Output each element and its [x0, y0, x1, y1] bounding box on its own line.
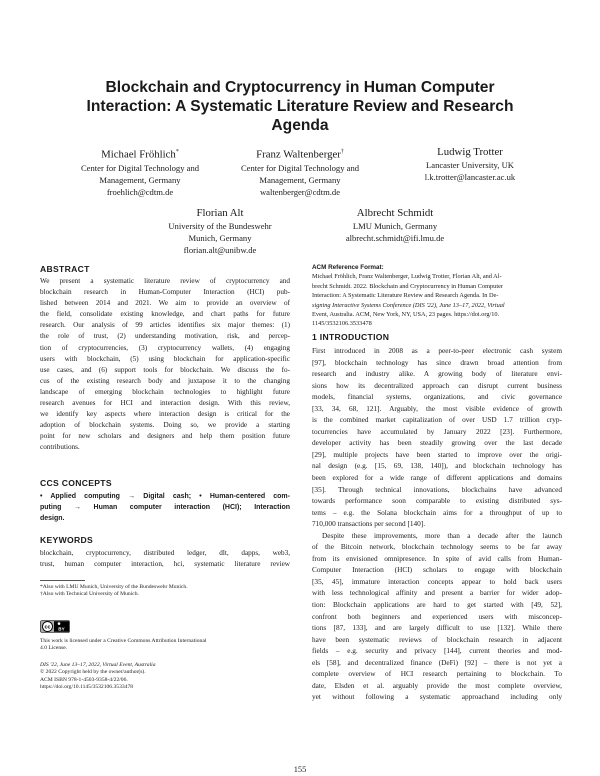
author-block	[135, 206, 305, 256]
ccs-line: puting → Human computer interaction (HCI); Interaction	[40, 504, 290, 512]
author-email: froehlich@cdtm.de	[106, 186, 174, 197]
abstract-line: the field, consolidate existing knowledge, and chart paths for future	[40, 310, 290, 319]
introduction-heading: 1 INTRODUCTION	[312, 332, 390, 342]
title-line: Interaction: A Systematic Literature Review and Research	[86, 98, 514, 115]
intro-line: with less technological affinity and present a barrier for wider adop-	[312, 588, 562, 598]
license-line: 4.0 License.	[40, 645, 68, 652]
author-affiliation: Center for Digital Technology and	[240, 162, 360, 173]
title-line: Agenda	[271, 117, 329, 134]
intro-line: developer activity has been steadily growing over the last decade	[312, 438, 562, 448]
author-affiliation: University of the Bundeswehr	[168, 221, 272, 231]
author-email: florian.alt@unibw.de	[183, 245, 257, 255]
abstract-line: landscape of emerging blockchain technologies to highlight future	[40, 387, 290, 396]
intro-line: [33, 34, 68, 121]. Arguably, the most visible evidence of growth	[312, 403, 562, 413]
abstract-line: lished between 2014 and 2021. We aim to provide an overview of	[40, 299, 290, 308]
reference-line: brecht Schmidt. 2022. Blockchain and Cryptocurrency in Human Computer	[312, 282, 503, 290]
intro-line: towards performance soon comparable to existing distributed sys-	[312, 496, 562, 506]
author-block	[215, 145, 385, 198]
intro-line: 710,000 transactions per second [140].	[312, 519, 426, 529]
author-email: l.k.trotter@lancaster.ac.uk	[424, 172, 516, 182]
intro-line: First introduced in 2008 as a peer-to-peer electronic cash system	[312, 346, 562, 355]
keywords-body	[40, 548, 290, 570]
intro-line: date, Elsden et al. arguably provide the most complete overview,	[312, 680, 562, 690]
abstract-line: we identify key aspects where interaction design is critical for the	[40, 410, 290, 419]
author-name: Franz Waltenberger	[256, 148, 341, 161]
paper-title	[40, 78, 560, 135]
intro-line: [35, 45], immature interaction concepts appear to hold back users	[312, 576, 562, 586]
intro-line: yet without following a systematic approachand including only	[312, 692, 562, 702]
intro-line: fields – e.g. security and privacy [144], current theories and mod-	[312, 646, 562, 656]
creative-commons-icon	[40, 620, 70, 633]
author-block	[310, 206, 480, 244]
intro-line: Despite these improvements, more than a decade after the launch	[322, 530, 562, 540]
author-name: Ludwig Trotter	[437, 146, 503, 158]
abstract-line: point for new scholars and designers and help them position future	[40, 432, 290, 441]
author-mark: *	[175, 149, 179, 155]
abstract-line: We present a systematic literature review of cryptocurrency and	[40, 277, 290, 285]
author-name: Florian Alt	[196, 207, 244, 219]
author-mark: †	[340, 149, 344, 155]
footnotes	[40, 584, 188, 599]
abstract-line: adoption of blockchain systems. Doing so, we provide a starting	[40, 421, 290, 430]
intro-line: is the combined market capitalization of over USD 1.7 trillion cryp-	[312, 415, 562, 425]
page-number: 155	[293, 765, 307, 774]
license-text	[40, 638, 206, 653]
introduction-body	[312, 345, 562, 703]
reference-line: Michael Fröhlich, Franz Waltenberger, Ludwig Trotter, Florian Alt, and Al-	[312, 273, 502, 281]
keywords-line: trust, human computer interaction, hci, systematic literature review	[40, 560, 290, 569]
intro-line: els [58], and decentralized finance (DeFi) [92] – there is not yet a	[312, 657, 562, 667]
cc-icon-label: cc	[44, 624, 51, 631]
reference-heading: ACM Reference Format:	[312, 264, 384, 271]
intro-line: Computer Interaction (HCI) scholars to engage with blockchain	[312, 565, 562, 575]
intro-line: [29], multiple projects have been started to improve over the origi-	[312, 449, 562, 459]
intro-line: [35]. Through technical innovations, blockchains have advanced	[312, 484, 562, 494]
abstract-line: users with blockchain, (5) using blockchain for application-specific	[40, 354, 290, 363]
author-affiliation: Lancaster University, UK	[426, 160, 514, 170]
intro-line: from its envisioned omnipresence. In spite of avid calls from Human-	[312, 553, 562, 563]
keywords-heading: KEYWORDS	[40, 535, 94, 545]
author-affiliation: Munich, Germany	[188, 233, 252, 243]
reference-line: Event, Australia. ACM, New York, NY, USA, 23 pages. https://doi.org/10.	[312, 310, 500, 318]
intro-line: nal design (e.g. [15, 69, 138, 140]), and blockchain technology has	[312, 461, 562, 471]
ccs-line: • Applied computing → Digital cash; • Human-centered com-	[40, 493, 290, 500]
conference-line: DIS '22, June 13–17, 2022, Virtual Event, Australia	[40, 662, 156, 668]
author-name: Michael Fröhlich	[101, 148, 176, 161]
ccs-body	[40, 491, 290, 524]
footnote: *Also with LMU Munich, University of the Bundeswehr Munich.	[40, 584, 188, 590]
intro-line: [97], blockchain technology has since drawn broad attention from	[312, 357, 562, 367]
author-affiliation: Management, Germany	[259, 174, 341, 185]
intro-line: been explored for a wide range of different applications and domains	[312, 473, 562, 483]
intro-line: tems – e.g. the Solana blockchain aims for a throughput of up to	[312, 507, 562, 517]
abstract-line: contributions.	[40, 443, 80, 452]
abstract-line: the role of trust, (2) understanding motivation, risk, and percep-	[40, 332, 290, 341]
abstract-heading: ABSTRACT	[40, 264, 90, 274]
ccs-line: design.	[40, 515, 65, 523]
author-email: albrecht.schmidt@ifi.lmu.de	[345, 233, 445, 243]
reference-line: Interaction: A Systematic Literature Review and Research Agenda. In De-	[312, 292, 499, 300]
intro-line: research and industry alike. A growing body of literature envi-	[312, 369, 562, 379]
intro-line: have been systematic reviews of blockchain research in adjacent	[312, 634, 562, 644]
doi-link[interactable]: https://doi.org/10.1145/3532106.3533478	[40, 683, 134, 690]
title-line: Blockchain and Cryptocurrency in Human Computer	[105, 79, 495, 96]
abstract-line: use cases, and (6) support tools for blockchain. We discuss the fo-	[40, 365, 290, 374]
intro-line: complete overview of HCI research pertaining to blockchain. To	[312, 669, 562, 679]
cc-by-label: BY	[58, 626, 65, 632]
author-name: Albrecht Schmidt	[356, 207, 434, 219]
keywords-line: blockchain, cryptocurrency, distributed ledger, dlt, dapps, web3,	[40, 549, 290, 557]
reference-line: 1145/3532106.3533478	[312, 320, 372, 328]
isbn-line: ACM ISBN 978-1-4503-9358-4/22/06.	[40, 676, 128, 683]
ccs-heading: CCS CONCEPTS	[40, 478, 112, 488]
abstract-line: research avenues for HCI and interaction design. With this review,	[40, 399, 290, 408]
author-affiliation: Center for Digital Technology and	[80, 162, 200, 173]
abstract-line: research. Our analysis of 99 articles identifies six major themes: (1)	[40, 321, 290, 330]
intro-line: tocurrencies have accumulated by January 2022 [23]. Furthermore,	[312, 426, 562, 436]
abstract-body	[40, 276, 290, 454]
intro-line: tions [87, 133], and are largely difficult to use [132]. While there	[312, 623, 562, 633]
abstract-line: cus of the existing research body and juxtapose it to the changing	[40, 376, 290, 385]
author-block	[55, 145, 225, 198]
author-affiliation: Management, Germany	[99, 174, 181, 185]
author-block	[385, 145, 555, 183]
abstract-line: blockchain research in Human-Computer Interaction (HCI) pub-	[40, 288, 290, 297]
author-affiliation: LMU Munich, Germany	[352, 221, 438, 231]
license-line: This work is licensed under a Creative Commons Attribution International	[40, 638, 207, 644]
abstract-line: tion of cryptocurrencies, (3) cryptocurrency wallets, (4) engaging	[40, 343, 290, 352]
reference-format	[312, 263, 562, 329]
footnote-rule	[40, 580, 85, 581]
copyright-block	[40, 662, 156, 691]
intro-line: confront both beginners and experienced users with misconcep-	[312, 611, 562, 621]
reference-line: signing Interactive Systems Conference (DIS '22), June 13–17, 2022, Virtual	[312, 301, 505, 309]
intro-line: tion: Blockchain applications are hard to get started with [49, 52],	[312, 600, 562, 610]
intro-line: models, financial systems, organizations, and civic governance	[312, 392, 562, 402]
author-email: waltenberger@cdtm.de	[259, 186, 341, 197]
copyright-line: © 2022 Copyright held by the owner/author(s).	[40, 669, 146, 676]
intro-line: sions how its decentralized approach can disrupt current business	[312, 380, 562, 390]
intro-line: of the Bitcoin network, blockchain technology seems to be far away	[312, 542, 562, 552]
footnote: †Also with Technical University of Munich.	[40, 591, 139, 598]
